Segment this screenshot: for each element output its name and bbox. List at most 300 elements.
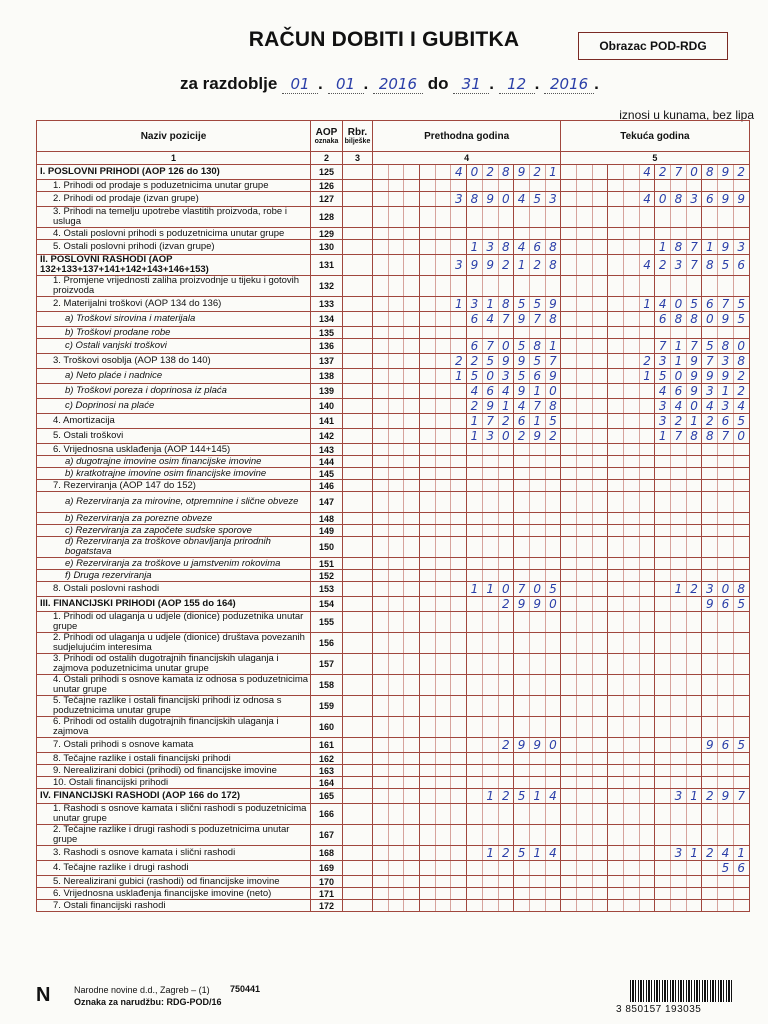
curr-year-digit-cell[interactable] — [608, 597, 624, 612]
prev-year-digit-cell[interactable] — [467, 468, 483, 480]
curr-year-digit-cell[interactable] — [702, 654, 718, 675]
prev-year-digit-cell[interactable] — [498, 696, 514, 717]
curr-year-digit-cell[interactable] — [639, 717, 655, 738]
curr-year-digit-cell[interactable] — [718, 753, 734, 765]
curr-year-digit-cell[interactable]: 2 — [733, 384, 749, 399]
curr-year-digit-cell[interactable] — [624, 696, 640, 717]
curr-year-digit-cell[interactable]: 9 — [686, 369, 702, 384]
prev-year-digit-cell[interactable] — [420, 312, 436, 327]
curr-year-digit-cell[interactable] — [592, 255, 608, 276]
prev-year-digit-cell[interactable] — [435, 582, 451, 597]
prev-year-digit-cell[interactable]: 4 — [514, 192, 530, 207]
prev-year-digit-cell[interactable]: 8 — [498, 297, 514, 312]
curr-year-digit-cell[interactable] — [671, 468, 687, 480]
prev-year-digit-cell[interactable] — [451, 207, 467, 228]
curr-year-digit-cell[interactable]: 3 — [733, 240, 749, 255]
prev-year-digit-cell[interactable] — [467, 327, 483, 339]
row-note[interactable] — [343, 468, 373, 480]
row-note[interactable] — [343, 513, 373, 525]
curr-year-digit-cell[interactable]: 7 — [655, 339, 671, 354]
curr-year-digit-cell[interactable] — [702, 456, 718, 468]
row-note[interactable] — [343, 717, 373, 738]
curr-year-digit-cell[interactable] — [608, 612, 624, 633]
curr-year-digit-cell[interactable]: 5 — [718, 861, 734, 876]
prev-year-digit-cell[interactable] — [482, 696, 498, 717]
row-note[interactable] — [343, 597, 373, 612]
curr-year-digit-cell[interactable] — [624, 180, 640, 192]
curr-year-digit-cell[interactable]: 4 — [639, 165, 655, 180]
curr-year-digit-cell[interactable] — [608, 633, 624, 654]
row-note[interactable] — [343, 765, 373, 777]
prev-year-digit-cell[interactable] — [404, 537, 420, 558]
prev-year-digit-cell[interactable] — [514, 276, 530, 297]
curr-year-digit-cell[interactable] — [655, 738, 671, 753]
prev-year-digit-cell[interactable] — [451, 582, 467, 597]
prev-year-digit-cell[interactable] — [435, 414, 451, 429]
curr-year-digit-cell[interactable] — [592, 414, 608, 429]
prev-year-digit-cell[interactable]: 8 — [529, 339, 545, 354]
curr-year-digit-cell[interactable]: 8 — [718, 339, 734, 354]
prev-year-digit-cell[interactable] — [467, 276, 483, 297]
curr-year-digit-cell[interactable] — [561, 312, 577, 327]
curr-year-digit-cell[interactable]: 9 — [718, 165, 734, 180]
curr-year-digit-cell[interactable] — [608, 456, 624, 468]
prev-year-digit-cell[interactable] — [373, 717, 389, 738]
curr-year-digit-cell[interactable] — [561, 456, 577, 468]
curr-year-digit-cell[interactable]: 8 — [702, 429, 718, 444]
prev-year-digit-cell[interactable]: 5 — [545, 414, 561, 429]
curr-year-digit-cell[interactable] — [639, 327, 655, 339]
row-note[interactable] — [343, 633, 373, 654]
prev-year-digit-cell[interactable] — [373, 492, 389, 513]
curr-year-digit-cell[interactable] — [576, 276, 592, 297]
curr-year-digit-cell[interactable] — [592, 558, 608, 570]
curr-year-digit-cell[interactable] — [624, 597, 640, 612]
curr-year-digit-cell[interactable] — [624, 777, 640, 789]
curr-year-digit-cell[interactable] — [718, 765, 734, 777]
curr-year-digit-cell[interactable]: 6 — [702, 192, 718, 207]
prev-year-digit-cell[interactable] — [420, 804, 436, 825]
prev-year-digit-cell[interactable] — [404, 468, 420, 480]
prev-year-digit-cell[interactable] — [498, 468, 514, 480]
prev-year-digit-cell[interactable]: 1 — [482, 789, 498, 804]
prev-year-digit-cell[interactable] — [529, 525, 545, 537]
prev-year-digit-cell[interactable]: 1 — [529, 414, 545, 429]
curr-year-digit-cell[interactable] — [671, 717, 687, 738]
prev-year-digit-cell[interactable] — [545, 207, 561, 228]
curr-year-digit-cell[interactable] — [608, 180, 624, 192]
prev-year-digit-cell[interactable] — [404, 789, 420, 804]
prev-year-digit-cell[interactable] — [467, 513, 483, 525]
curr-year-digit-cell[interactable] — [702, 180, 718, 192]
prev-year-digit-cell[interactable] — [404, 480, 420, 492]
prev-year-digit-cell[interactable] — [404, 240, 420, 255]
curr-year-digit-cell[interactable] — [686, 513, 702, 525]
prev-year-digit-cell[interactable] — [467, 717, 483, 738]
prev-year-digit-cell[interactable] — [498, 513, 514, 525]
curr-year-digit-cell[interactable] — [624, 861, 640, 876]
prev-year-digit-cell[interactable] — [451, 429, 467, 444]
prev-year-digit-cell[interactable] — [435, 456, 451, 468]
prev-year-digit-cell[interactable] — [545, 180, 561, 192]
prev-year-digit-cell[interactable] — [373, 582, 389, 597]
curr-year-digit-cell[interactable] — [655, 492, 671, 513]
curr-year-digit-cell[interactable] — [608, 444, 624, 456]
prev-year-digit-cell[interactable] — [388, 480, 404, 492]
curr-year-digit-cell[interactable] — [592, 582, 608, 597]
curr-year-digit-cell[interactable]: 1 — [671, 354, 687, 369]
prev-year-digit-cell[interactable] — [373, 846, 389, 861]
curr-year-digit-cell[interactable] — [718, 558, 734, 570]
prev-year-digit-cell[interactable] — [482, 738, 498, 753]
prev-year-digit-cell[interactable]: 2 — [498, 846, 514, 861]
curr-year-digit-cell[interactable] — [608, 789, 624, 804]
curr-year-digit-cell[interactable] — [592, 696, 608, 717]
curr-year-digit-cell[interactable] — [718, 228, 734, 240]
prev-year-digit-cell[interactable] — [467, 846, 483, 861]
curr-year-digit-cell[interactable] — [718, 456, 734, 468]
curr-year-digit-cell[interactable] — [639, 525, 655, 537]
row-note[interactable] — [343, 255, 373, 276]
prev-year-digit-cell[interactable]: 1 — [482, 846, 498, 861]
curr-year-digit-cell[interactable] — [686, 207, 702, 228]
curr-year-digit-cell[interactable]: 6 — [655, 312, 671, 327]
curr-year-digit-cell[interactable] — [733, 876, 749, 888]
prev-year-digit-cell[interactable] — [420, 339, 436, 354]
prev-year-digit-cell[interactable]: 0 — [498, 582, 514, 597]
prev-year-digit-cell[interactable] — [404, 492, 420, 513]
curr-year-digit-cell[interactable] — [702, 558, 718, 570]
curr-year-digit-cell[interactable] — [655, 696, 671, 717]
curr-year-digit-cell[interactable] — [576, 765, 592, 777]
prev-year-digit-cell[interactable] — [529, 492, 545, 513]
curr-year-digit-cell[interactable] — [608, 339, 624, 354]
prev-year-digit-cell[interactable]: 1 — [467, 582, 483, 597]
curr-year-digit-cell[interactable] — [686, 633, 702, 654]
prev-year-digit-cell[interactable] — [545, 633, 561, 654]
prev-year-digit-cell[interactable] — [482, 777, 498, 789]
curr-year-digit-cell[interactable] — [639, 654, 655, 675]
prev-year-digit-cell[interactable]: 4 — [467, 384, 483, 399]
prev-year-digit-cell[interactable] — [467, 597, 483, 612]
prev-year-digit-cell[interactable] — [420, 240, 436, 255]
prev-year-digit-cell[interactable]: 9 — [514, 384, 530, 399]
curr-year-digit-cell[interactable]: 4 — [702, 399, 718, 414]
prev-year-digit-cell[interactable] — [451, 789, 467, 804]
prev-year-digit-cell[interactable] — [404, 384, 420, 399]
prev-year-digit-cell[interactable]: 2 — [529, 165, 545, 180]
curr-year-digit-cell[interactable] — [655, 570, 671, 582]
prev-year-digit-cell[interactable] — [451, 861, 467, 876]
prev-year-digit-cell[interactable] — [404, 765, 420, 777]
curr-year-digit-cell[interactable]: 3 — [655, 399, 671, 414]
curr-year-digit-cell[interactable] — [702, 825, 718, 846]
curr-year-digit-cell[interactable]: 6 — [702, 297, 718, 312]
to-day-field[interactable]: 31 — [453, 75, 489, 94]
curr-year-digit-cell[interactable] — [733, 180, 749, 192]
prev-year-digit-cell[interactable] — [373, 525, 389, 537]
prev-year-digit-cell[interactable] — [498, 765, 514, 777]
prev-year-digit-cell[interactable] — [420, 444, 436, 456]
row-note[interactable] — [343, 738, 373, 753]
prev-year-digit-cell[interactable] — [373, 612, 389, 633]
curr-year-digit-cell[interactable]: 6 — [718, 414, 734, 429]
prev-year-digit-cell[interactable] — [420, 846, 436, 861]
prev-year-digit-cell[interactable] — [529, 276, 545, 297]
prev-year-digit-cell[interactable] — [404, 738, 420, 753]
prev-year-digit-cell[interactable] — [420, 384, 436, 399]
prev-year-digit-cell[interactable] — [420, 255, 436, 276]
curr-year-digit-cell[interactable] — [576, 846, 592, 861]
curr-year-digit-cell[interactable] — [655, 468, 671, 480]
curr-year-digit-cell[interactable] — [592, 525, 608, 537]
curr-year-digit-cell[interactable] — [592, 825, 608, 846]
curr-year-digit-cell[interactable]: 9 — [686, 354, 702, 369]
curr-year-digit-cell[interactable] — [576, 696, 592, 717]
prev-year-digit-cell[interactable] — [545, 717, 561, 738]
curr-year-digit-cell[interactable] — [608, 525, 624, 537]
prev-year-digit-cell[interactable] — [373, 558, 389, 570]
curr-year-digit-cell[interactable]: 6 — [718, 597, 734, 612]
curr-year-digit-cell[interactable] — [702, 537, 718, 558]
curr-year-digit-cell[interactable] — [576, 612, 592, 633]
prev-year-digit-cell[interactable] — [514, 900, 530, 912]
curr-year-digit-cell[interactable] — [608, 312, 624, 327]
curr-year-digit-cell[interactable] — [624, 207, 640, 228]
prev-year-digit-cell[interactable] — [467, 789, 483, 804]
prev-year-digit-cell[interactable] — [482, 207, 498, 228]
curr-year-digit-cell[interactable] — [624, 876, 640, 888]
curr-year-digit-cell[interactable] — [592, 717, 608, 738]
curr-year-digit-cell[interactable] — [718, 480, 734, 492]
curr-year-digit-cell[interactable]: 1 — [733, 846, 749, 861]
row-note[interactable] — [343, 192, 373, 207]
prev-year-digit-cell[interactable] — [420, 297, 436, 312]
prev-year-digit-cell[interactable]: 5 — [529, 297, 545, 312]
curr-year-digit-cell[interactable] — [561, 513, 577, 525]
curr-year-digit-cell[interactable]: 7 — [671, 429, 687, 444]
curr-year-digit-cell[interactable]: 3 — [671, 789, 687, 804]
curr-year-digit-cell[interactable] — [592, 753, 608, 765]
prev-year-digit-cell[interactable]: 8 — [467, 192, 483, 207]
prev-year-digit-cell[interactable] — [545, 570, 561, 582]
curr-year-digit-cell[interactable] — [608, 276, 624, 297]
prev-year-digit-cell[interactable] — [373, 513, 389, 525]
curr-year-digit-cell[interactable]: 7 — [671, 165, 687, 180]
curr-year-digit-cell[interactable] — [655, 228, 671, 240]
prev-year-digit-cell[interactable] — [514, 444, 530, 456]
prev-year-digit-cell[interactable] — [388, 765, 404, 777]
prev-year-digit-cell[interactable] — [404, 207, 420, 228]
prev-year-digit-cell[interactable] — [388, 777, 404, 789]
curr-year-digit-cell[interactable] — [733, 777, 749, 789]
prev-year-digit-cell[interactable] — [451, 537, 467, 558]
curr-year-digit-cell[interactable] — [702, 327, 718, 339]
curr-year-digit-cell[interactable] — [561, 276, 577, 297]
curr-year-digit-cell[interactable]: 9 — [702, 369, 718, 384]
curr-year-digit-cell[interactable] — [624, 255, 640, 276]
curr-year-digit-cell[interactable] — [686, 861, 702, 876]
curr-year-digit-cell[interactable] — [576, 414, 592, 429]
curr-year-digit-cell[interactable]: 8 — [686, 429, 702, 444]
curr-year-digit-cell[interactable] — [733, 228, 749, 240]
curr-year-digit-cell[interactable] — [576, 297, 592, 312]
curr-year-digit-cell[interactable]: 2 — [655, 255, 671, 276]
curr-year-digit-cell[interactable] — [608, 165, 624, 180]
prev-year-digit-cell[interactable]: 2 — [545, 429, 561, 444]
prev-year-digit-cell[interactable] — [420, 525, 436, 537]
prev-year-digit-cell[interactable]: 2 — [451, 354, 467, 369]
curr-year-digit-cell[interactable] — [639, 207, 655, 228]
to-year-field[interactable]: 2016 — [544, 75, 594, 94]
curr-year-digit-cell[interactable]: 9 — [718, 369, 734, 384]
prev-year-digit-cell[interactable] — [451, 558, 467, 570]
curr-year-digit-cell[interactable] — [733, 633, 749, 654]
prev-year-digit-cell[interactable] — [498, 654, 514, 675]
row-note[interactable] — [343, 537, 373, 558]
curr-year-digit-cell[interactable] — [624, 192, 640, 207]
curr-year-digit-cell[interactable]: 3 — [671, 255, 687, 276]
prev-year-digit-cell[interactable] — [420, 753, 436, 765]
curr-year-digit-cell[interactable]: 8 — [702, 255, 718, 276]
prev-year-digit-cell[interactable]: 5 — [482, 354, 498, 369]
prev-year-digit-cell[interactable] — [373, 825, 389, 846]
curr-year-digit-cell[interactable] — [686, 765, 702, 777]
curr-year-digit-cell[interactable] — [639, 696, 655, 717]
prev-year-digit-cell[interactable] — [420, 612, 436, 633]
curr-year-digit-cell[interactable] — [608, 297, 624, 312]
prev-year-digit-cell[interactable] — [545, 525, 561, 537]
curr-year-digit-cell[interactable] — [702, 804, 718, 825]
prev-year-digit-cell[interactable] — [498, 876, 514, 888]
curr-year-digit-cell[interactable] — [624, 537, 640, 558]
curr-year-digit-cell[interactable] — [592, 633, 608, 654]
prev-year-digit-cell[interactable] — [514, 717, 530, 738]
curr-year-digit-cell[interactable]: 3 — [655, 414, 671, 429]
prev-year-digit-cell[interactable] — [451, 675, 467, 696]
curr-year-digit-cell[interactable] — [718, 468, 734, 480]
curr-year-digit-cell[interactable] — [608, 228, 624, 240]
prev-year-digit-cell[interactable] — [435, 297, 451, 312]
curr-year-digit-cell[interactable] — [671, 888, 687, 900]
prev-year-digit-cell[interactable] — [435, 492, 451, 513]
row-note[interactable] — [343, 696, 373, 717]
curr-year-digit-cell[interactable] — [655, 480, 671, 492]
curr-year-digit-cell[interactable] — [702, 777, 718, 789]
prev-year-digit-cell[interactable] — [373, 192, 389, 207]
curr-year-digit-cell[interactable] — [561, 633, 577, 654]
prev-year-digit-cell[interactable]: 3 — [545, 192, 561, 207]
prev-year-digit-cell[interactable] — [435, 165, 451, 180]
prev-year-digit-cell[interactable] — [545, 327, 561, 339]
curr-year-digit-cell[interactable] — [576, 240, 592, 255]
prev-year-digit-cell[interactable] — [514, 537, 530, 558]
prev-year-digit-cell[interactable] — [373, 339, 389, 354]
prev-year-digit-cell[interactable] — [388, 825, 404, 846]
curr-year-digit-cell[interactable] — [608, 753, 624, 765]
curr-year-digit-cell[interactable] — [608, 876, 624, 888]
prev-year-digit-cell[interactable] — [435, 513, 451, 525]
prev-year-digit-cell[interactable] — [373, 228, 389, 240]
curr-year-digit-cell[interactable] — [686, 444, 702, 456]
curr-year-digit-cell[interactable] — [639, 276, 655, 297]
curr-year-digit-cell[interactable] — [639, 612, 655, 633]
curr-year-digit-cell[interactable]: 5 — [733, 597, 749, 612]
prev-year-digit-cell[interactable] — [404, 612, 420, 633]
curr-year-digit-cell[interactable] — [639, 888, 655, 900]
prev-year-digit-cell[interactable] — [404, 900, 420, 912]
curr-year-digit-cell[interactable] — [702, 480, 718, 492]
prev-year-digit-cell[interactable] — [482, 444, 498, 456]
prev-year-digit-cell[interactable]: 1 — [545, 339, 561, 354]
row-note[interactable] — [343, 888, 373, 900]
prev-year-digit-cell[interactable]: 2 — [467, 354, 483, 369]
curr-year-digit-cell[interactable] — [624, 633, 640, 654]
curr-year-digit-cell[interactable] — [592, 240, 608, 255]
curr-year-digit-cell[interactable]: 7 — [718, 297, 734, 312]
prev-year-digit-cell[interactable] — [435, 207, 451, 228]
curr-year-digit-cell[interactable]: 1 — [686, 846, 702, 861]
prev-year-digit-cell[interactable] — [451, 456, 467, 468]
curr-year-digit-cell[interactable] — [733, 654, 749, 675]
curr-year-digit-cell[interactable]: 8 — [671, 240, 687, 255]
prev-year-digit-cell[interactable] — [545, 276, 561, 297]
prev-year-digit-cell[interactable] — [388, 597, 404, 612]
curr-year-digit-cell[interactable] — [624, 738, 640, 753]
prev-year-digit-cell[interactable] — [545, 468, 561, 480]
curr-year-digit-cell[interactable] — [624, 654, 640, 675]
curr-year-digit-cell[interactable] — [576, 369, 592, 384]
curr-year-digit-cell[interactable] — [718, 876, 734, 888]
curr-year-digit-cell[interactable] — [608, 537, 624, 558]
curr-year-digit-cell[interactable] — [671, 753, 687, 765]
curr-year-digit-cell[interactable] — [624, 582, 640, 597]
curr-year-digit-cell[interactable] — [576, 468, 592, 480]
curr-year-digit-cell[interactable] — [608, 513, 624, 525]
curr-year-digit-cell[interactable] — [608, 399, 624, 414]
prev-year-digit-cell[interactable] — [435, 804, 451, 825]
prev-year-digit-cell[interactable] — [388, 369, 404, 384]
prev-year-digit-cell[interactable]: 9 — [514, 312, 530, 327]
curr-year-digit-cell[interactable] — [686, 537, 702, 558]
prev-year-digit-cell[interactable] — [467, 696, 483, 717]
prev-year-digit-cell[interactable]: 0 — [498, 429, 514, 444]
curr-year-digit-cell[interactable] — [608, 888, 624, 900]
curr-year-digit-cell[interactable] — [639, 675, 655, 696]
prev-year-digit-cell[interactable] — [529, 570, 545, 582]
prev-year-digit-cell[interactable] — [373, 276, 389, 297]
curr-year-digit-cell[interactable] — [671, 492, 687, 513]
prev-year-digit-cell[interactable] — [498, 558, 514, 570]
curr-year-digit-cell[interactable] — [561, 738, 577, 753]
prev-year-digit-cell[interactable]: 2 — [498, 414, 514, 429]
curr-year-digit-cell[interactable] — [576, 525, 592, 537]
prev-year-digit-cell[interactable] — [420, 369, 436, 384]
curr-year-digit-cell[interactable] — [733, 804, 749, 825]
curr-year-digit-cell[interactable] — [655, 327, 671, 339]
prev-year-digit-cell[interactable] — [404, 180, 420, 192]
curr-year-digit-cell[interactable] — [576, 192, 592, 207]
curr-year-digit-cell[interactable]: 1 — [718, 384, 734, 399]
curr-year-digit-cell[interactable] — [624, 327, 640, 339]
prev-year-digit-cell[interactable] — [451, 888, 467, 900]
prev-year-digit-cell[interactable] — [435, 654, 451, 675]
prev-year-digit-cell[interactable] — [404, 525, 420, 537]
prev-year-digit-cell[interactable] — [388, 456, 404, 468]
row-note[interactable] — [343, 654, 373, 675]
row-note[interactable] — [343, 312, 373, 327]
curr-year-digit-cell[interactable]: 1 — [639, 297, 655, 312]
